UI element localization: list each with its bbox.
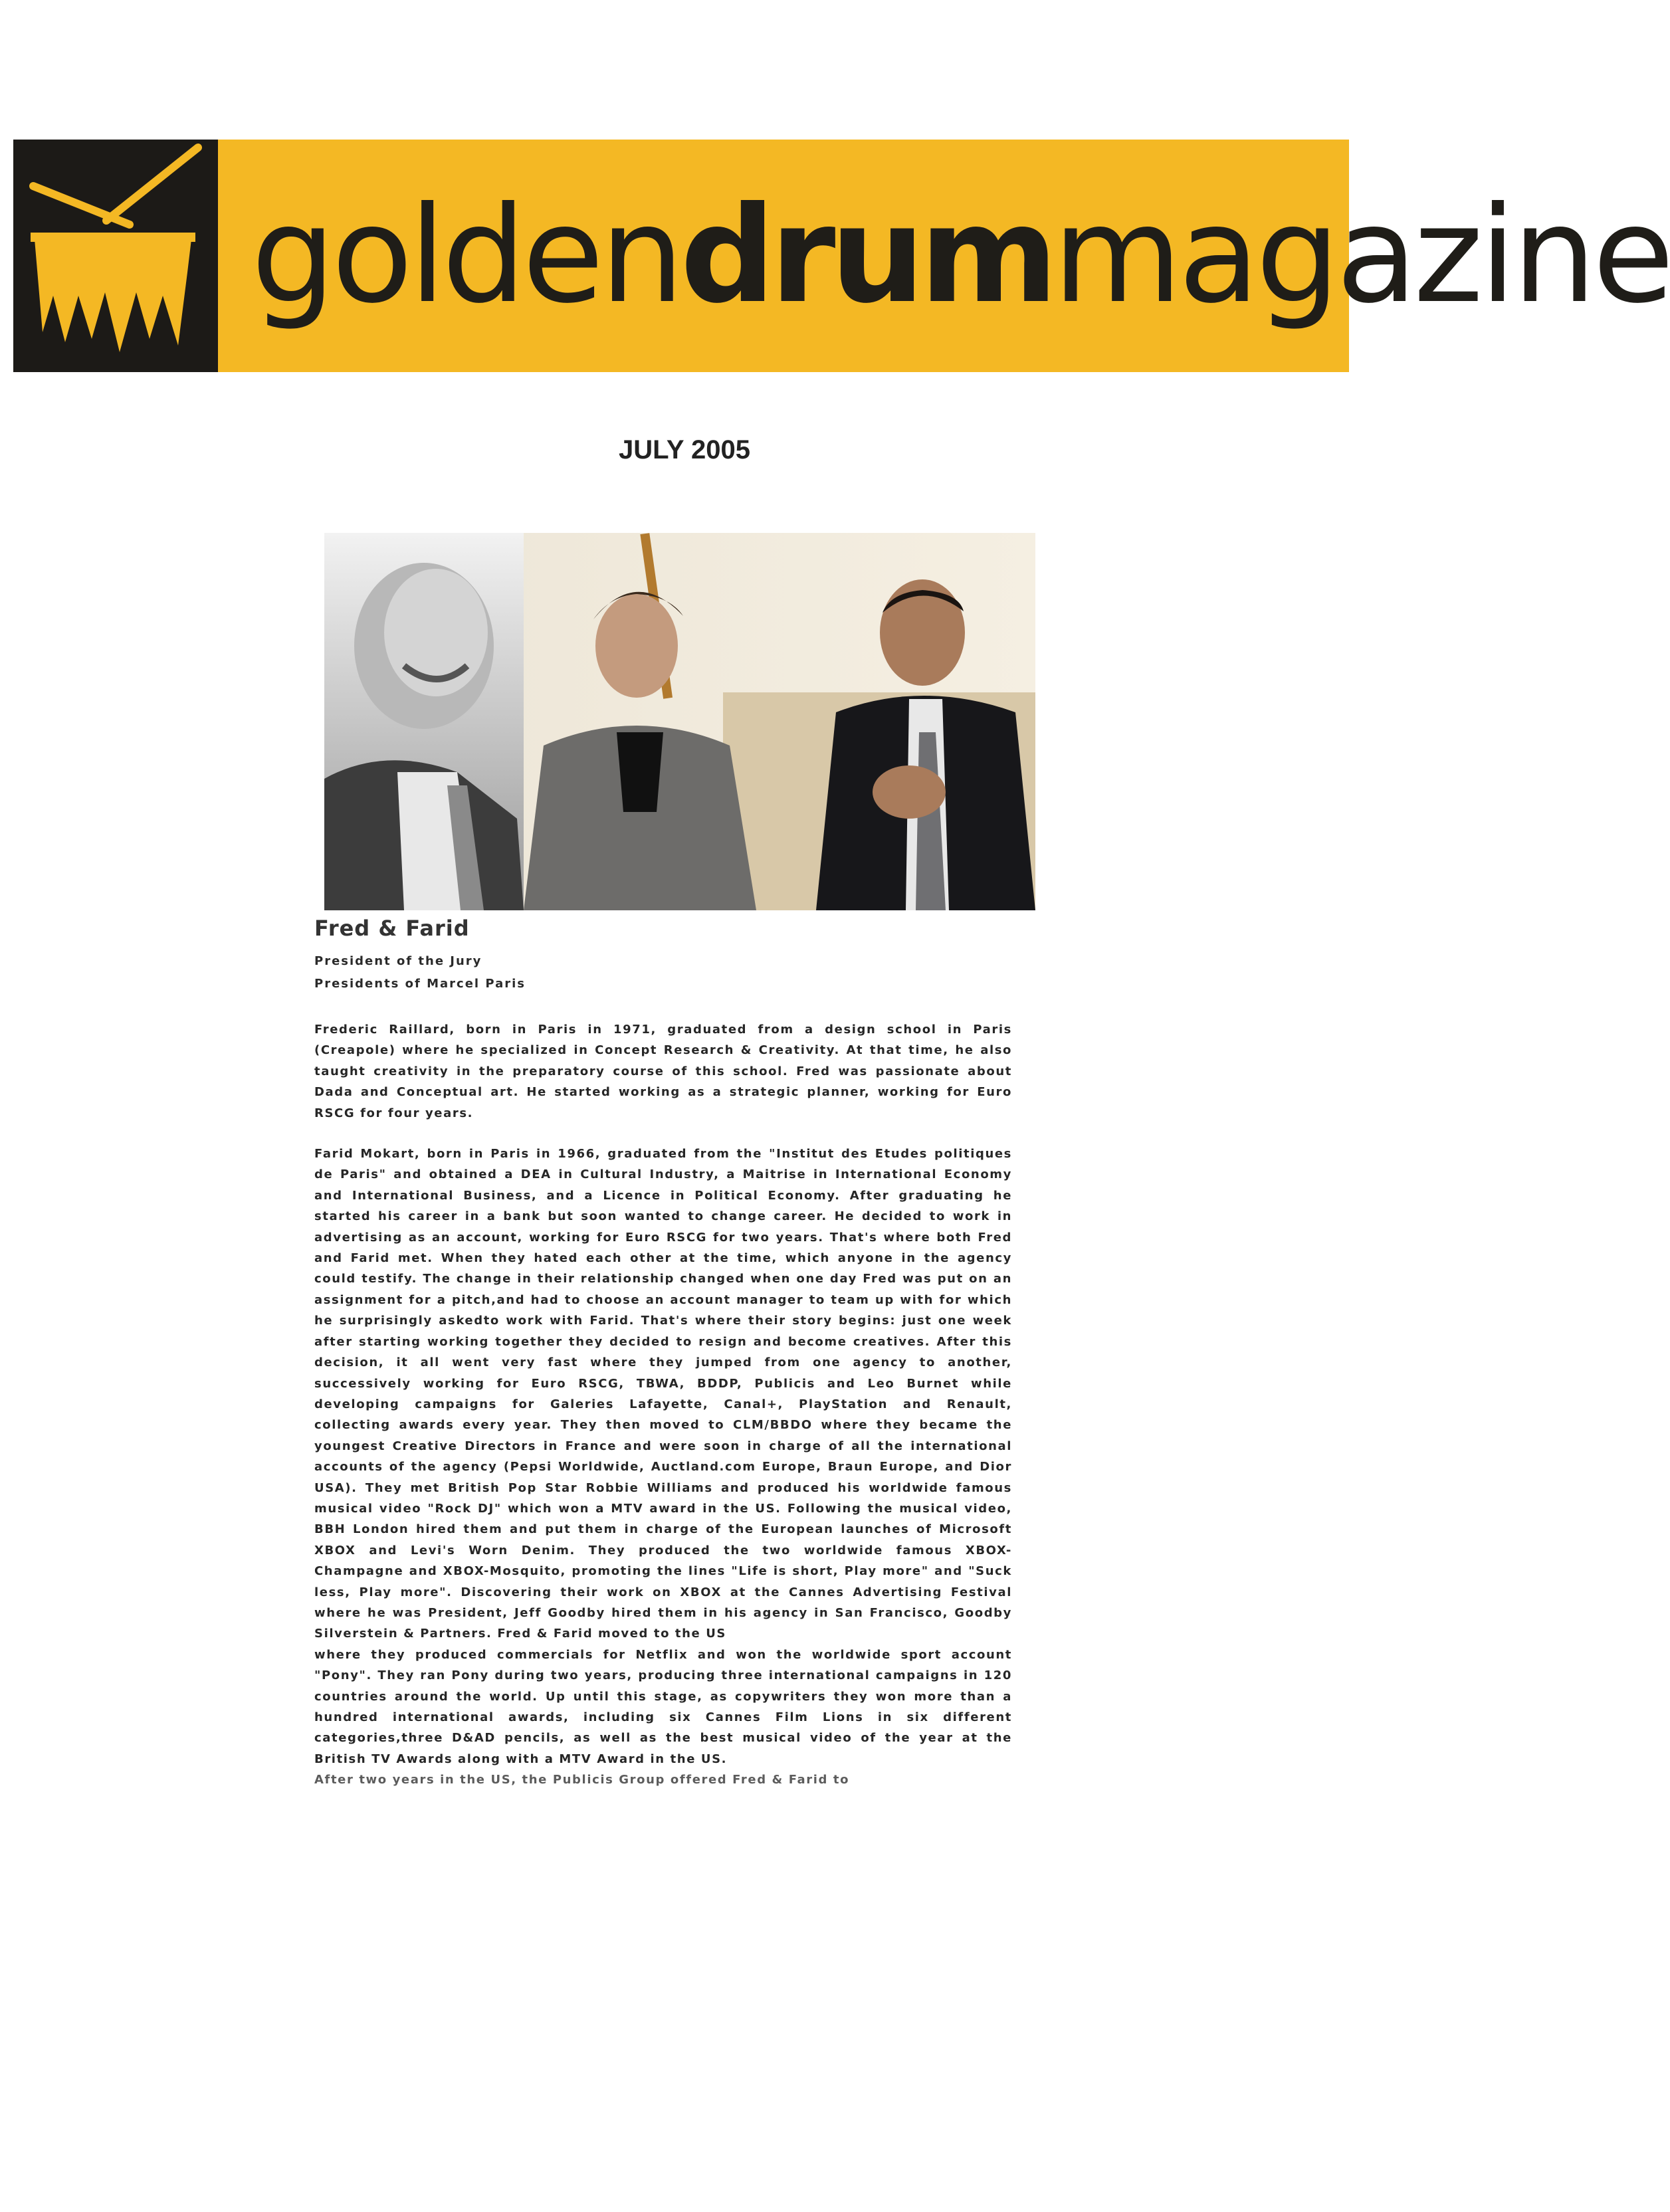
masthead-banner [13, 140, 1670, 372]
masthead-drum: drum [680, 178, 1053, 333]
masthead-magazine: magazine [1053, 178, 1670, 333]
caption-role-1: President of the Jury [314, 954, 482, 968]
masthead-golden: golden [251, 178, 680, 333]
caption-title: Fred & Farid [314, 916, 470, 941]
caption-role-2: Presidents of Marcel Paris [314, 977, 526, 991]
article [314, 916, 1012, 1787]
portrait-photo [324, 533, 1035, 910]
paragraph-fred: Frederic Raillard, born in Paris in 1971, graduated from a design school in Paris (Creapole) where he specialized in Concept Research & Creativity. At that time, he also taught creativity in the preparatory course of this school. Fred was passionate about Dada and Conceptual art. He started working as a strategic planner, working for Euro RSCG for four years. [314, 1023, 1012, 1120]
drum-icon [13, 140, 218, 372]
paragraph-us-career: where they produced commercials for Netflix and won the worldwide sport account "Pony". They ran Pony during two years, producing three international campaigns in 120 countries around the world. Up until this stage, as copywriters they won more than a hundred international awards, including six Cannes Film Lions in six different categories,three D&AD pencils, as well as the best musical video of the year at the British TV Awards along with a MTV Award in the US. [314, 1647, 1012, 1766]
golden-drum-logo [13, 140, 218, 372]
magazine-title [251, 179, 1670, 332]
issue-date: JULY 2005 [619, 435, 750, 464]
paragraph-farid: Farid Mokart, born in Paris in 1966, graduated from the "Institut des Etudes politiques de Paris" and obtained a DEA in Cultural Industry, a Maitrise in International Economy and International Business, and a Licence in Political Economy. After graduating he started his career in a bank but soon wanted to change career. He decided to work in advertising as an account, working for Euro RSCG for two years. That's where both Fred and Farid met. When they hated each other at the time, which anyone in the agency could testify. The change in their relationship changed when one day Fred was put on an assignment for a pitch,and had to choose an account manager to team up with for which he surprisingly askedto work with Farid. That's where their story begins: just one week after starting working together they decided to resign and become creatives. After this decision, it all went very fast where they jumped from one agency to another, successively working for Euro RSCG, TBWA, BDDP, Publicis and Leo Burnet while developing campaigns for Galeries Lafayette, Canal+, PlayStation and Renault, collecting awards every year. They then moved to CLM/BBDO where they became the youngest Creative Directors in France and were soon in charge of all the international accounts of the agency (Pepsi Worldwide, Auctland.com Europe, Braun Europe, and Dior USA). They met British Pop Star Robbie Williams and produced his worldwide famous musical video "Rock DJ" which won a MTV award in the US. Following the musical video, BBH London hired them and put them in charge of the European launches of Microsoft XBOX and Levi's Worn Denim. They produced the two worldwide famous XBOX-Champagne and XBOX-Mosquito, promoting the lines "Life is short, Play more" and "Suck less, Play more". Discovering their work on XBOX at the Cannes Advertising Festival where he was President, Jeff Goodby hired them in his agency in San Francisco, Goodby Silverstein & Partners. Fred & Farid moved to the US [314, 1147, 1012, 1641]
paragraph-continuation: After two years in the US, the Publicis Group offered Fred & Farid to [314, 1773, 850, 1787]
